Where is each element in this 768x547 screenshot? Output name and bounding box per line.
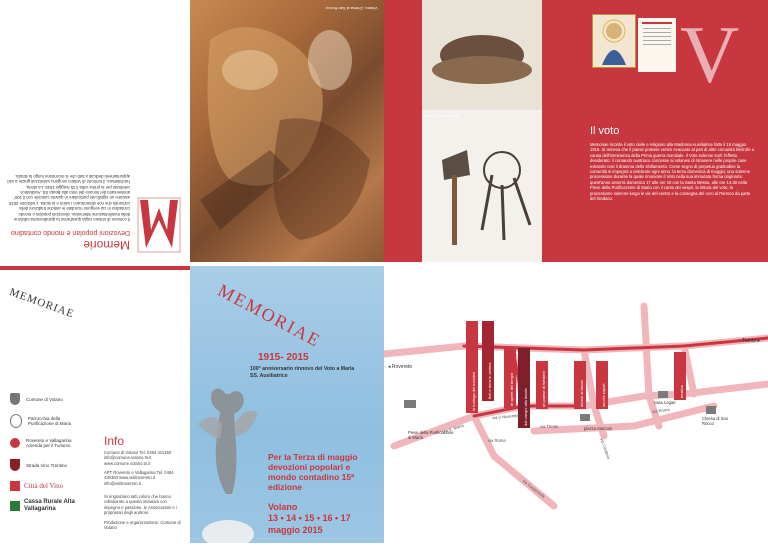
piazza-marconi-marker [580, 414, 590, 421]
cover-place: Volano [268, 502, 298, 512]
route-map [384, 266, 768, 543]
map-bar-label: donne al lavoro [579, 379, 584, 407]
cover-years: 1915- 2015 [258, 352, 309, 363]
place-san-rocco: Chiesa di San Rocco [702, 416, 729, 427]
info-production: Produzione e organizzazione: Comune di Volano [104, 520, 181, 531]
map-bar-label: vecchi sapori [601, 383, 606, 407]
map-bar-label: un paese di mestieri [541, 371, 546, 407]
sponsor-item: Parrocchia della Purificazione di Maria [10, 410, 100, 432]
objects-photo [422, 0, 542, 262]
voto-title: Il voto [590, 125, 620, 137]
voto-body: Memoriae ricorda il voto civile e religioso alla Madonna Ausiliatrice fatto il 15 maggio 1915. Si temeva che il paese potesse venire evacuato al pari di altre comunità limitrofe a causa dell'imminenza della Prima guerra mondiale. Il Voto solenne sortì l'effetto desiderato: il comando austriaco concesse ai volanesi di rimanere nelle proprie case evitando così il dramma dello sfollamento. Come segno di perpetua gratitudine la comunità si impegnò a celebrare ogni anno, la terza domenica di maggio, una solenne processione durante la quale rinnovare il Voto nella sua immutata forma originaria: quest'anno avverrà domenica 17 alle ore 10 con la Santa Messa, alle ore 14.30 nella Pieve della Purificazione di Maria con il canto dei vespri, la lettura del voto, la processione solenne lungo le vie del centro e la consegna del cero al Parroco da parte del Sindaco. [590, 142, 755, 202]
cover-dates: 13 • 14 • 15 • 16 • 17 [268, 513, 351, 523]
sponsor-item: Rovereto e Vallagarina Azienda per il Turismo [10, 432, 100, 454]
street-label: via Carpeneda [521, 478, 547, 499]
street-label: via S. Maria [441, 422, 465, 435]
street-label: via 3 Novembre [491, 412, 522, 421]
voto-panel [580, 0, 768, 262]
memorie-title: Memorie [83, 238, 130, 252]
sponsor-panel [0, 266, 190, 547]
label-to-rovereto: ◂ Rovereto [388, 364, 413, 370]
grapes-icon [10, 438, 20, 448]
voto-initial: V [680, 9, 740, 100]
map-bar-label: la bottega dei mestieri [471, 371, 476, 411]
cover-month: maggio 2015 [268, 525, 323, 535]
angel-statue-icon [198, 384, 258, 543]
map-bar-label: dal campo alla tavola [523, 388, 528, 426]
place-piazza-marconi: piazza Marconi [584, 426, 613, 431]
info-title: Info [104, 434, 125, 448]
street-label: via Roma [488, 438, 506, 443]
church-icon [10, 414, 22, 428]
sponsor-item: Strada Vino Trentino [10, 454, 100, 476]
objects-panel [384, 0, 580, 262]
info-contact-volano: Comune di Volano Tel. 0464 411250 info@comune.volano.tn.it www.comune.volano.tn.it [104, 450, 172, 466]
map-bar-label: fiori e terra in vetrina [487, 362, 492, 399]
sponsor-item: Cassa Rurale Alta Vallagarina [10, 496, 100, 516]
bank-icon [10, 501, 20, 511]
place-pieve: Pieve della Purificazione di Maria [408, 430, 454, 441]
info-contact-apt: APT Rovereto e Vallagarina Tel. 0464 430363 www.visitrovereto.it info@visitrovereto.it [104, 470, 174, 486]
madonna-image [592, 14, 636, 68]
memorie-subtitle: Devozioni popolari e mondo contadino [10, 229, 130, 236]
street-label: via Roma [651, 406, 670, 415]
fresco-caption: Volano, Chiesa di San Rocco [326, 6, 378, 11]
cover-headline: Per la Terza di maggio devozioni popolari e mondo contadino 15ª edizione [268, 452, 358, 492]
cover-panel [190, 266, 384, 543]
sponsor-item: Città del Vino [10, 476, 100, 496]
map-bar-label: musica [679, 385, 684, 398]
street-label: via Trento [540, 424, 559, 429]
cover-anniversary: 100° anniversario rinnovo del Voto a Maria SS. Ausiliatrice [250, 366, 355, 379]
crest-icon [10, 393, 20, 405]
memorie-body: Il comune di Volano cogia quest'anno la quindicesima edizione della manifestazione Memoriae, devozioni popolari e mondo contadino in cui vengono ricordate le antiche tradizioni della comunità che non dimenticano i valori e la storia. L'edizione 2015 assume un significato particolare in quanto coincide con il 100° anniversario del rinnovo del Voto alla Beata SS. Ausiliatrice, celebrato per la prima volta il 15 maggio 1915. La storia, l'architettura, il territorio di Volano vengono valorizzati grazie a vari appuntamenti dedicati a tutti che si incontrano lungo la strada. [7, 173, 130, 222]
label-to-trento: Trento ▸ [741, 338, 760, 344]
street-label: via Cimitero [599, 437, 612, 460]
casa-legati-marker [658, 391, 668, 398]
sponsor-item: Comune di Volano [10, 388, 100, 410]
sponsor-list [10, 388, 100, 516]
cover-logo: MEMORIAE [214, 280, 325, 352]
san-rocco-marker [706, 406, 716, 414]
side-logo: MEMORIAE [7, 286, 76, 321]
wine-icon [10, 459, 20, 471]
memorie-panel [0, 0, 190, 262]
map-bar-label: le opere del tempo [509, 372, 514, 406]
m-initial-icon [136, 196, 182, 254]
voto-document [638, 18, 676, 72]
info-thanks: Si ringraziano tutti coloro che hanno collaborato a questa iniziativa con impegno e passione, le Associazioni e i proprietari degli androni. [104, 494, 177, 516]
church-pieve-marker [404, 400, 416, 408]
objects-caption: Ass. di Tullio Zanon [424, 113, 459, 118]
fresco-image [190, 0, 384, 262]
citta-vino-icon [10, 481, 20, 491]
place-casa-legati: casa Legati [654, 400, 676, 405]
